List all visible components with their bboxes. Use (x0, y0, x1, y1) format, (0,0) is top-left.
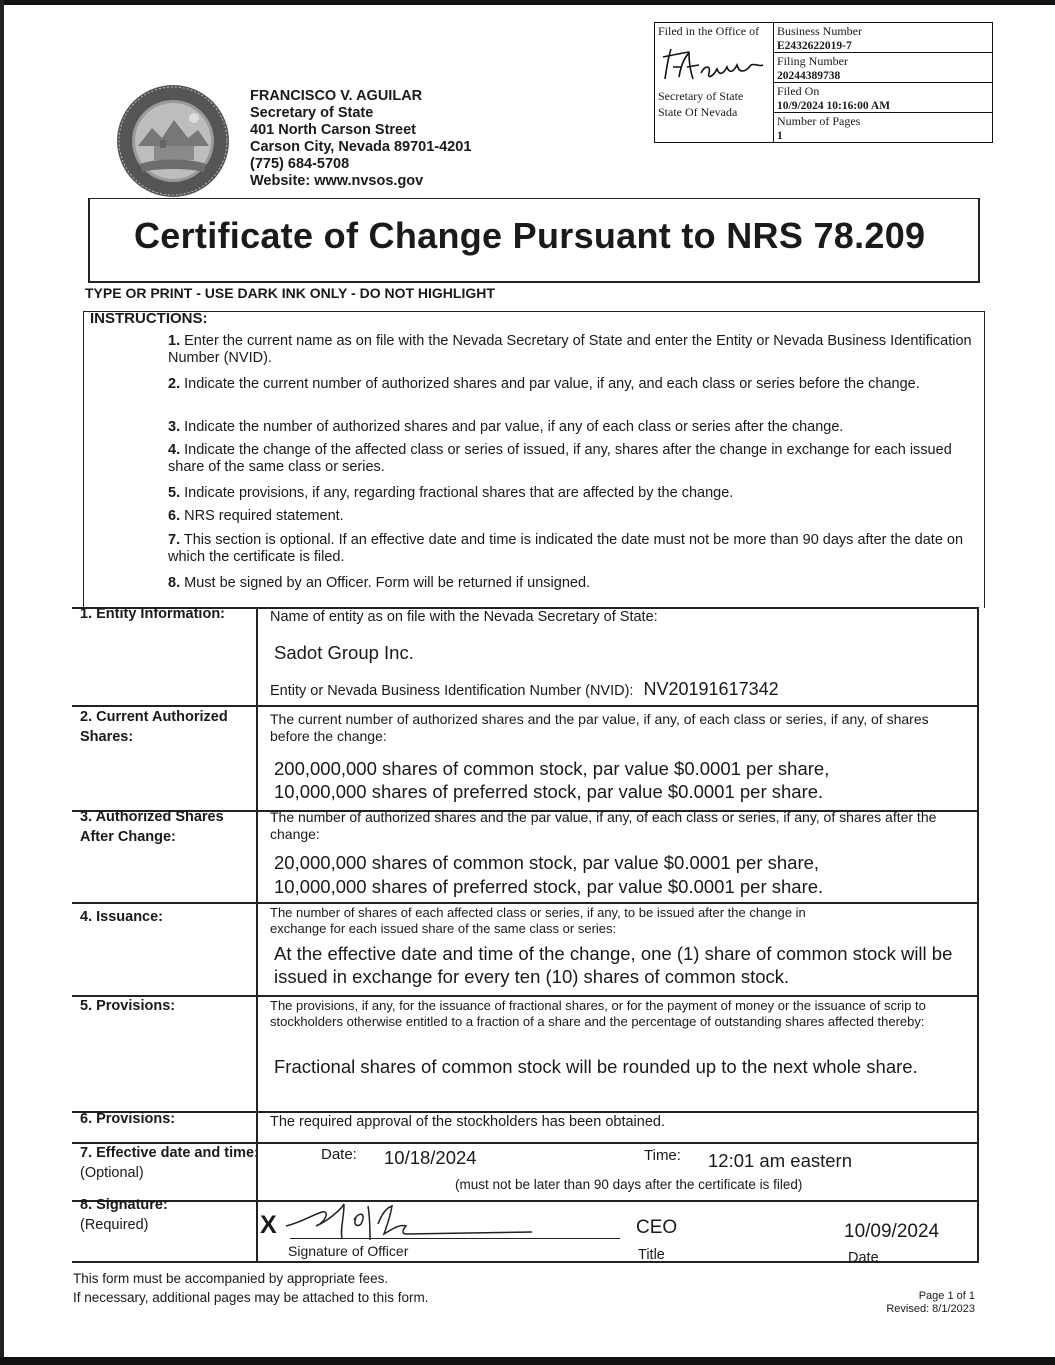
secretary-address (250, 88, 471, 190)
fees-notice: This form must be accompanied by appropriate fees. (73, 1271, 389, 1286)
instruction-item: 2. Indicate the current number of authorized shares and par value, if any, and each class or series before the change. (168, 376, 920, 392)
entity-name-value[interactable]: Sadot Group Inc. (274, 642, 414, 663)
additional-pages-notice: If necessary, additional pages may be attached to this form. (73, 1290, 429, 1305)
secretary-signature-icon (659, 43, 771, 85)
stamp-state-of-nevada: State Of Nevada (658, 105, 738, 119)
officer-title-value[interactable]: CEO (636, 1217, 678, 1238)
title-caption: Title (638, 1247, 665, 1263)
pages-label: Number of Pages (777, 114, 861, 128)
stamp-filing-number (774, 53, 992, 83)
scan-edge-bottom (0, 1357, 1055, 1365)
effective-date-note: (must not be later than 90 days after the certificate is filed) (455, 1177, 803, 1192)
instruction-item: 4. Indicate the change of the affected class or series of issued, if any, shares after the change in exchange for each issued share of the same class or series. (168, 442, 952, 475)
filing-number-value: 20244389738 (777, 70, 841, 82)
document-title: Certificate of Change Pursuant to NRS 78.209 (134, 215, 926, 256)
issuance-value[interactable]: At the effective date and time of the change, one (1) share of common stock will be issued in exchange for every ten (10) shares of common stock. (274, 943, 953, 987)
row-divider (72, 1111, 979, 1113)
row-divider (72, 902, 979, 904)
after-change-description: The number of authorized shares and the par value, if any, of each class or series, if any, of shares after the change: (270, 809, 937, 842)
instruction-item: 6. NRS required statement. (168, 508, 344, 524)
address-city: Carson City, Nevada 89701-4201 (250, 139, 472, 155)
signature-line (290, 1238, 620, 1239)
instruction-item: 5. Indicate provisions, if any, regarding fractional shares that are affected by the change. (168, 485, 734, 501)
current-shares-description: The current number of authorized shares and the par value, if any, of each class or series, if any, of shares before the change: (270, 711, 929, 744)
date-label: Date: (321, 1146, 357, 1163)
revised-date: Revised: 8/1/2023 (886, 1303, 975, 1315)
business-number-label: Business Number (777, 24, 862, 38)
current-authorized-shares-label: 2. Current Authorized Shares: (80, 709, 228, 745)
page-info (860, 1290, 975, 1316)
page-number: Page 1 of 1 (918, 1290, 975, 1302)
pages-value: 1 (777, 130, 783, 142)
address-street: 401 North Carson Street (250, 122, 416, 138)
stamp-business-number (774, 23, 992, 53)
filing-stamp (654, 22, 993, 143)
instruction-item: 8. Must be signed by an Officer. Form will be returned if unsigned. (168, 575, 591, 591)
after-change-shares-common[interactable]: 20,000,000 shares of common stock, par value $0.0001 per share, (274, 852, 820, 873)
provisions-6-label: 6. Provisions: (80, 1111, 176, 1127)
signature-caption: Signature of Officer (288, 1243, 409, 1259)
issuance-description: The number of shares of each affected class or series, if any, to be issued after the change in exchange for each issued share of the same class or series: (270, 905, 806, 936)
instruction-item: 1. Enter the current name as on file with the Nevada Secretary of State and enter the Entity or Nevada Business Identification Number (NVID). (168, 333, 972, 366)
row-divider (72, 1261, 979, 1263)
required-note: (Required) (80, 1217, 149, 1233)
after-change-shares-preferred[interactable]: 10,000,000 shares of preferred stock, par value $0.0001 per share. (274, 876, 824, 897)
type-print-notice: TYPE OR PRINT - USE DARK INK ONLY - DO NOT HIGHLIGHT (85, 285, 495, 301)
filed-on-label: Filed On (777, 84, 820, 98)
title-box (88, 198, 980, 283)
provisions-label: 5. Provisions: (80, 998, 176, 1014)
secretary-name: FRANCISCO V. AGUILAR (250, 88, 423, 104)
stamp-filed-in-office: Filed in the Office of (658, 24, 760, 38)
instructions-heading: INSTRUCTIONS: (90, 310, 208, 327)
current-shares-preferred[interactable]: 10,000,000 shares of preferred stock, par value $0.0001 per share. (274, 781, 824, 802)
filed-on-value: 10/9/2024 10:16:00 AM (777, 100, 891, 112)
instruction-item: 3. Indicate the number of authorized shares and par value, if any of each class or series after the change. (168, 419, 844, 435)
signature-date-value[interactable]: 10/09/2024 (844, 1221, 940, 1242)
effective-date-value[interactable]: 10/18/2024 (384, 1147, 477, 1168)
stockholder-approval-statement: The required approval of the stockholders has been obtained. (270, 1114, 665, 1130)
nvid-value[interactable]: NV20191617342 (643, 679, 779, 699)
entity-information-label: 1. Entity Information: (80, 606, 225, 622)
optional-note: (Optional) (80, 1165, 144, 1181)
officer-signature-icon[interactable] (282, 1200, 532, 1242)
effective-time-value[interactable]: 12:01 am eastern (708, 1150, 852, 1171)
entity-name-description: Name of entity as on file with the Nevada Secretary of State: (270, 609, 658, 625)
nvid-description: Entity or Nevada Business Identification Number (NVID): NV20191617342 (270, 679, 779, 699)
secretary-role: Secretary of State (250, 105, 374, 121)
current-shares-common[interactable]: 200,000,000 shares of common stock, par value $0.0001 per share, (274, 758, 830, 779)
stamp-details-column (774, 23, 992, 142)
address-website: Website: www.nvsos.gov (250, 173, 424, 189)
address-phone: (775) 684-5708 (250, 156, 350, 172)
date-caption: Date (848, 1250, 879, 1266)
fractional-provisions-value[interactable]: Fractional shares of common stock will be rounded up to the next whole share. (274, 1056, 918, 1077)
authorized-shares-after-change-label: 3. Authorized Shares After Change: (80, 809, 224, 845)
stamp-secretary-of-state: Secretary of State (658, 89, 744, 103)
scan-edge-top (0, 0, 1055, 5)
form-footer (73, 1269, 428, 1307)
stamp-office-column (655, 23, 774, 142)
signature-label: 8. Signature: (Required) (80, 1197, 168, 1233)
right-border (977, 607, 979, 1262)
filing-number-label: Filing Number (777, 54, 848, 68)
issuance-label: 4. Issuance: (80, 909, 164, 925)
stamp-filed-on (774, 83, 992, 113)
row-divider (72, 995, 979, 997)
scan-edge-left (0, 0, 4, 1365)
signature-x-mark: X (260, 1211, 277, 1239)
instructions-box (83, 311, 985, 608)
instruction-item: 7. This section is optional. If an effective date and time is indicated the date must not be more than 90 days after the date on which the certificate is filed. (168, 532, 964, 565)
stamp-pages (774, 113, 992, 142)
fractional-provisions-description: The provisions, if any, for the issuance of fractional shares, or for the payment of money or the issuance of scrip to stockholders otherwise entitled to a fraction of a share and the percentage of outstanding shares affected thereby: (270, 998, 926, 1029)
time-label: Time: (644, 1147, 681, 1164)
business-number-value: E2432622019-7 (777, 40, 852, 52)
nevada-seal-icon (116, 84, 230, 198)
certificate-form (72, 597, 979, 1266)
effective-date-label: 7. Effective date and time: (Optional) (80, 1145, 259, 1181)
